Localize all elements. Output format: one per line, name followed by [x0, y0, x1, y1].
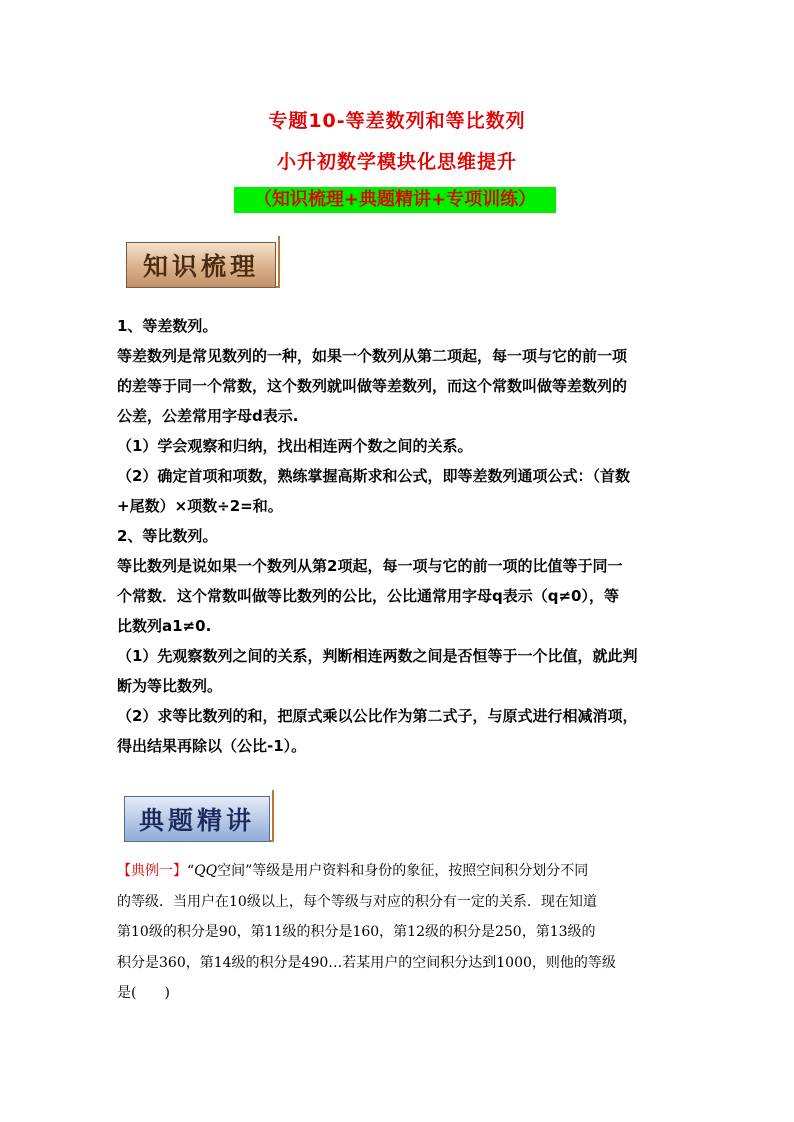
example-line: 积分是360，第14级的积分是490…若某用户的空间积分达到1000，则他的等级 — [117, 954, 616, 971]
knowledge-section-banner — [126, 236, 282, 294]
example-line — [117, 856, 683, 887]
document-tagline: （知识梳理+典题精讲+专项训练） — [234, 187, 556, 213]
banner-decoration — [278, 236, 280, 288]
knowledge-section-label: 知识梳理 — [126, 242, 276, 288]
example-tag: 【典例一】 — [117, 863, 187, 879]
document-title: 专题10-等差数列和等比数列 — [268, 110, 526, 132]
knowledge-line: 得出结果再除以（公比-1）。 — [117, 737, 307, 755]
knowledge-line: 等比数列是说如果一个数列从第2项起，每一项与它的前一项的比值等于同一 — [117, 557, 623, 575]
example-one — [117, 856, 683, 1009]
knowledge-line: （1）先观察数列之间的关系，判断相连两数之间是否恒等于一个比值，就此判 — [117, 647, 638, 665]
example-line: 的等级．当用户在10级以上，每个等级与对应的积分有一定的关系．现在知道 — [117, 893, 597, 910]
quote-mark: “ — [187, 863, 195, 879]
example-line: 第10级的积分是90，第11级的积分是160，第12级的积分是250，第13级的 — [117, 924, 596, 940]
knowledge-line: 公差，公差常用字母d表示. — [117, 407, 299, 425]
banner-decoration — [272, 790, 274, 842]
knowledge-line: （2）确定首项和项数，熟练掌握高斯求和公式，即等差数列通项公式：（首数 — [117, 467, 630, 485]
example-line: 是( ) — [117, 985, 170, 1001]
example-text: 空间”等级是用户资料和身份的象征，按照空间积分划分不同 — [217, 863, 589, 879]
knowledge-line: +尾数）×项数÷2=和。 — [117, 497, 283, 515]
knowledge-line: 1、等差数列。 — [117, 317, 218, 335]
knowledge-line: （1）学会观察和归纳，找出相连两个数之间的关系。 — [117, 437, 473, 455]
examples-section-label: 典题精讲 — [124, 796, 270, 842]
knowledge-line: 等差数列是常见数列的一种，如果一个数列从第二项起，每一项与它的前一项 — [117, 347, 628, 365]
qq-term: QQ — [194, 863, 218, 879]
knowledge-line: 的差等于同一个常数，这个数列就叫做等差数列，而这个常数叫做等差数列的 — [117, 377, 628, 395]
knowledge-body — [117, 311, 683, 761]
knowledge-line: （2）求等比数列的和，把原式乘以公比作为第二式子，与原式进行相减消项， — [117, 707, 638, 725]
knowledge-line: 断为等比数列。 — [117, 677, 223, 695]
knowledge-line: 比数列a1≠0. — [117, 617, 212, 635]
knowledge-line: 2、等比数列。 — [117, 527, 218, 545]
knowledge-line: 个常数．这个常数叫做等比数列的公比，公比通常用字母q表示（q≠0），等 — [117, 587, 619, 605]
document-subtitle: 小升初数学模块化思维提升 — [276, 151, 517, 173]
examples-section-banner — [124, 790, 276, 848]
